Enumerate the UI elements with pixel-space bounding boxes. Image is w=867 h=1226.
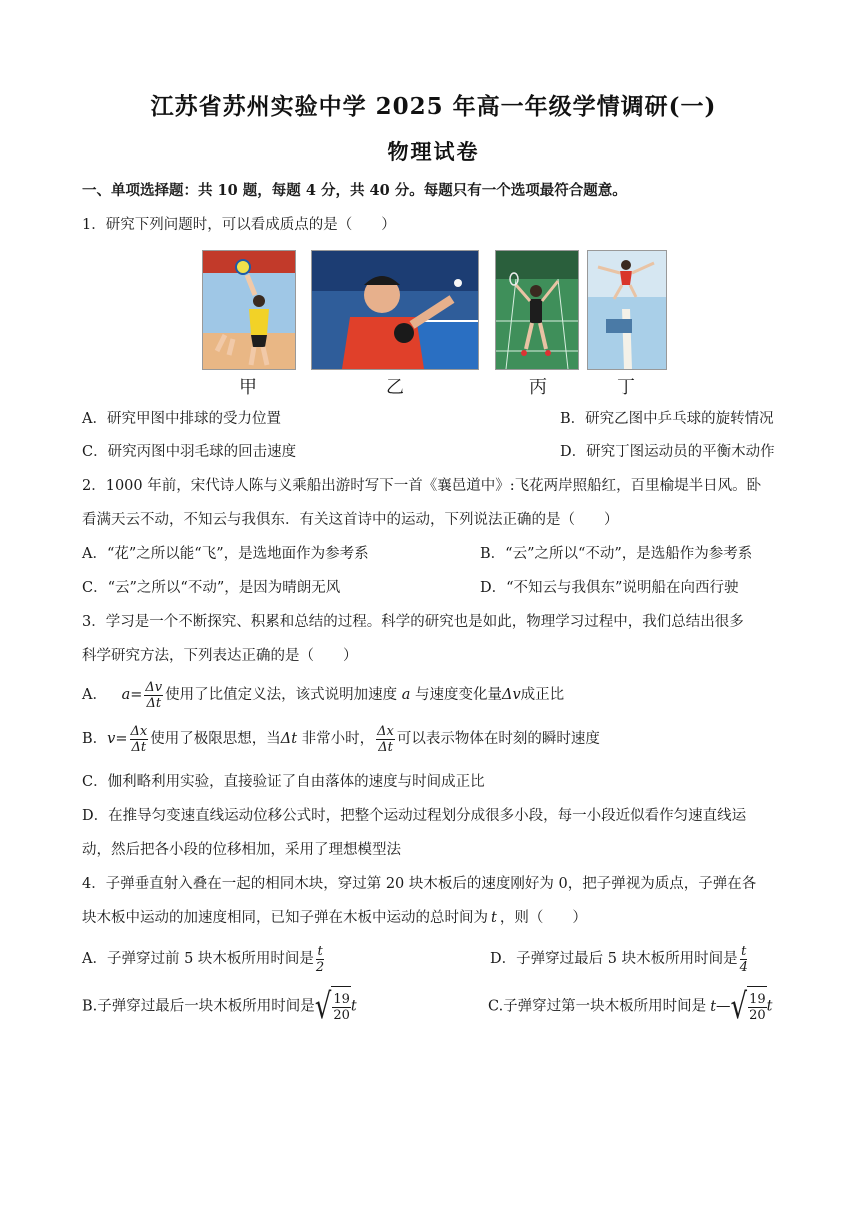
q2-option-c: C．“云”之所以“不动”，是因为晴朗无风 bbox=[82, 580, 341, 596]
caption-jia: 甲 bbox=[239, 377, 257, 398]
caption-yi: 乙 bbox=[386, 377, 404, 398]
sqrt-19-20-c: √ $\frac{19}{20}$ bbox=[730, 986, 766, 1027]
fraction-dv-dt: $\frac{\Delta v}{\Delta t}$ bbox=[145, 679, 163, 711]
q4-option-c: C.子弹穿过第一块木板所用时间是 t— √ $\frac{19}{20}$ t bbox=[488, 986, 773, 1027]
volleyball-photo bbox=[202, 250, 296, 370]
q2-option-b: B．“云”之所以“不动”，是选船作为参考系 bbox=[480, 546, 753, 562]
formula-lhs: a= bbox=[121, 687, 143, 703]
fraction-t-4: $\frac{t}{4}$ bbox=[739, 943, 748, 975]
q4-option-d: D．子弹穿过最后 5 块木板所用时间是 $\frac{t}{4}$ bbox=[490, 943, 748, 975]
q3-option-b: B．v= $\frac{\Delta x}{\Delta t}$ 使用了极限思想，当Δt 非常小时， $\frac{\Delta x}{\Delta t}$ 可以表示物体在时刻的瞬时速度 bbox=[82, 723, 600, 755]
q4-option-b: B.子弹穿过最后一块木板所用时间是 √ $\frac{19}{20}$ t bbox=[82, 986, 357, 1027]
q1-stem: 1．研究下列问题时，可以看成质点的是（ ） bbox=[82, 217, 396, 233]
q4-stem-line2: 块木板中运动的加速度相同，已知子弹在木板中运动的总时间为 t ，则（ ） bbox=[82, 910, 587, 926]
balance-beam-photo bbox=[587, 250, 667, 370]
q2-stem-line1: 2．1000 年前，宋代诗人陈与义乘船出游时写下一首《襄邑道中》:飞花两岸照船红，百里榆堤半日风。卧 bbox=[82, 478, 762, 494]
section-heading: 一、单项选择题：共 10 题，每题 4 分，共 40 分。每题只有一个选项最符合题意。 bbox=[82, 182, 627, 199]
exam-title: 江苏省苏州实验中学 2025 年高一年级学情调研(一) bbox=[150, 93, 717, 120]
q3-option-d-line1: D．在推导匀变速直线运动位移公式时，把整个运动过程划分成很多小段，每一小段近似看作匀速直线运 bbox=[82, 808, 747, 824]
q1-option-a: A．研究甲图中排球的受力位置 bbox=[82, 411, 281, 427]
fraction-t-2: $\frac{t}{2}$ bbox=[315, 943, 325, 975]
option-label: B． bbox=[82, 731, 108, 747]
q3-stem-line2: 科学研究方法，下列表达正确的是（ ） bbox=[82, 648, 358, 664]
q2-option-a: A．“花”之所以能“飞”，是选地面作为参考系 bbox=[82, 546, 369, 562]
q3-option-c: C．伽利略利用实验，直接验证了自由落体的速度与时间成正比 bbox=[82, 774, 485, 790]
q4-option-a: A．子弹穿过前 5 块木板所用时间是 $\frac{t}{2}$ bbox=[82, 943, 325, 975]
q4-stem-line1: 4．子弹垂直射入叠在一起的相同木块，穿过第 20 块木板后的速度刚好为 0，把子弹视为质点，子弹在各 bbox=[82, 876, 757, 892]
q1-option-b: B．研究乙图中乒乓球的旋转情况 bbox=[560, 411, 774, 427]
q2-option-d: D．“不知云与我俱东”说明船在向西行驶 bbox=[480, 580, 739, 596]
caption-ding: 丁 bbox=[617, 377, 635, 398]
q3-option-d-line2: 动，然后把各小段的位移相加，采用了理想模型法 bbox=[82, 842, 401, 858]
exam-subtitle: 物理试卷 bbox=[387, 139, 480, 164]
table-tennis-photo bbox=[311, 250, 479, 370]
formula-lhs: v= bbox=[107, 731, 128, 747]
badminton-photo bbox=[495, 250, 579, 370]
sqrt-19-20: √ $\frac{19}{20}$ bbox=[314, 986, 350, 1027]
q3-option-a: A． a= $\frac{\Delta v}{\Delta t}$ 使用了比值定义法，该式说明加速度 a 与速度变化量Δv成正比 bbox=[82, 679, 565, 711]
q1-option-d: D．研究丁图运动员的平衡木动作 bbox=[560, 444, 775, 460]
caption-bing: 丙 bbox=[529, 377, 547, 398]
fraction-dx-dt: $\frac{\Delta x}{\Delta t}$ bbox=[130, 723, 148, 755]
q3-stem-line1: 3．学习是一个不断探究、积累和总结的过程。科学的研究也是如此，物理学习过程中，我们总结出很多 bbox=[82, 614, 744, 630]
fraction-dx-dt-2: $\frac{\Delta x}{\Delta t}$ bbox=[377, 723, 394, 755]
q2-stem-line2: 看满天云不动，不知云与我俱东．有关这首诗中的运动，下列说法正确的是（ ） bbox=[82, 512, 619, 528]
q1-option-c: C．研究丙图中羽毛球的回击速度 bbox=[82, 444, 297, 460]
option-label: A． bbox=[82, 687, 107, 703]
